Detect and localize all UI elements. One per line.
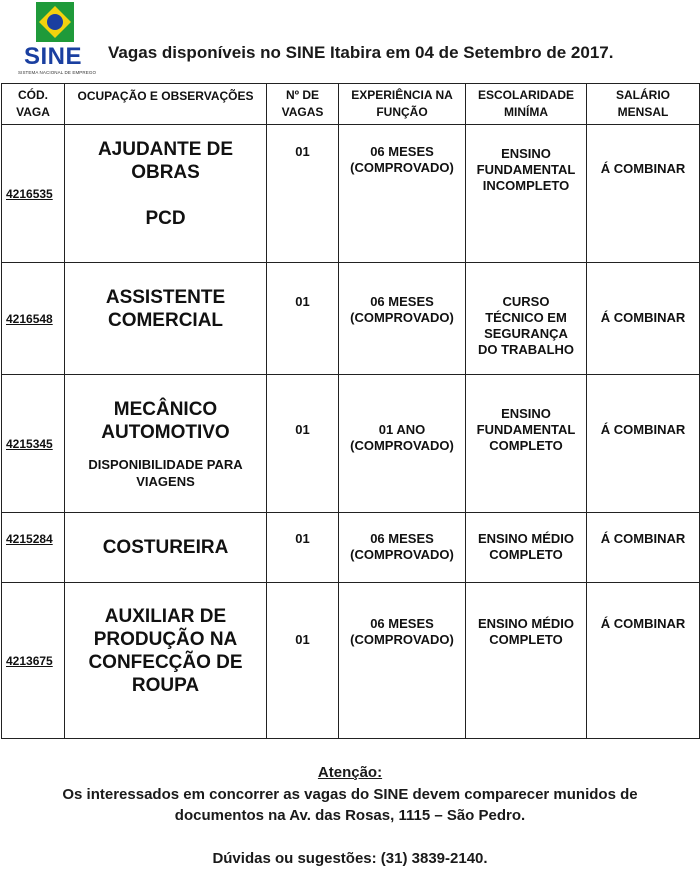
job-code-cell [2, 263, 65, 375]
experience-cell: 06 MESES (COMPROVADO) [339, 583, 466, 739]
header-vacancies: Nº DE VAGAS [267, 84, 339, 125]
logo-subtitle: SISTEMA NACIONAL DE EMPREGO [18, 70, 97, 75]
table-row [2, 375, 700, 513]
header-occupation: OCUPAÇÃO E OBSERVAÇÕES [65, 84, 267, 125]
vacancies-cell: 01 [267, 263, 339, 375]
contact-info: Dúvidas ou sugestões: (31) 3839-2140. [212, 850, 488, 867]
education-cell: ENSINO MÉDIO COMPLETO [466, 583, 587, 739]
vacancies-cell: 01 [267, 125, 339, 263]
experience-cell: 01 ANO (COMPROVADO) [339, 375, 466, 513]
header-code: CÓD. VAGA [2, 84, 65, 125]
header-salary: SALÁRIO MENSAL [587, 84, 700, 125]
occupation-title: COSTUREIRA [102, 537, 229, 558]
table-header-row [2, 84, 700, 125]
job-code-link[interactable]: 4216548 [6, 311, 53, 326]
occupation-cell [65, 375, 267, 513]
education-cell: ENSINO FUNDAMENTAL INCOMPLETO [466, 125, 587, 263]
occupation-cell [65, 263, 267, 375]
occupation-title: OBRAS [131, 162, 200, 183]
vacancies-table [1, 83, 700, 739]
vacancies-cell: 01 [267, 583, 339, 739]
job-code-link[interactable]: 4215345 [6, 436, 53, 451]
occupation-title: ROUPA [131, 675, 200, 696]
occupation-cell [65, 513, 267, 583]
attention-label: Atenção: [317, 764, 383, 781]
table-row [2, 125, 700, 263]
job-code-link[interactable]: 4215284 [6, 532, 53, 546]
job-code-cell [2, 513, 65, 583]
page-header [0, 0, 700, 82]
salary-cell: Á COMBINAR [587, 583, 700, 739]
occupation-cell [65, 583, 267, 739]
education-cell: ENSINO FUNDAMENTAL COMPLETO [466, 375, 587, 513]
job-code-link[interactable]: 4216535 [6, 186, 53, 201]
table-row [2, 583, 700, 739]
vacancies-cell: 01 [267, 513, 339, 583]
attention-text: Os interessados em concorrer as vagas do SINE devem comparecer munidos de documentos na Av. das Rosas, 1115 – São Pedro. [62, 786, 638, 824]
occupation-note: PCD [145, 208, 186, 229]
header-education: ESCOLARIDADE MINÍMA [466, 84, 587, 125]
job-code-cell [2, 125, 65, 263]
experience-cell: 06 MESES (COMPROVADO) [339, 513, 466, 583]
salary-cell: Á COMBINAR [587, 375, 700, 513]
experience-cell: 06 MESES (COMPROVADO) [339, 263, 466, 375]
experience-cell: 06 MESES (COMPROVADO) [339, 125, 466, 263]
occupation-cell [65, 125, 267, 263]
education-cell: ENSINO MÉDIO COMPLETO [466, 513, 587, 583]
salary-cell: Á COMBINAR [587, 513, 700, 583]
occupation-title: AUXILIAR DE [104, 606, 227, 627]
salary-cell: Á COMBINAR [587, 263, 700, 375]
occupation-title: MECÂNICO [113, 399, 218, 420]
occupation-title: CONFECÇÃO DE [88, 652, 243, 673]
occupation-observation: DISPONIBILIDADE PARA VIAGENS [88, 457, 243, 489]
occupation-title: COMERCIAL [107, 310, 224, 331]
footer-notice [0, 763, 700, 869]
vacancies-cell: 01 [267, 375, 339, 513]
job-code-link[interactable]: 4213675 [6, 653, 53, 668]
job-code-cell [2, 583, 65, 739]
job-code-cell [2, 375, 65, 513]
occupation-title: AJUDANTE DE [97, 139, 234, 160]
header-experience: EXPERIÊNCIA NA FUNÇÃO [339, 84, 466, 125]
education-cell: CURSO TÉCNICO EM SEGURANÇA DO TRABALHO [466, 263, 587, 375]
salary-cell: Á COMBINAR [587, 125, 700, 263]
page-title: Vagas disponíveis no SINE Itabira em 04 de Setembro de 2017. [108, 43, 614, 62]
occupation-title: PRODUÇÃO NA [93, 629, 238, 650]
table-row [2, 513, 700, 583]
occupation-title: ASSISTENTE [105, 287, 226, 308]
logo-wordmark: SINE [23, 43, 82, 70]
occupation-title: AUTOMOTIVO [101, 422, 230, 443]
table-row [2, 263, 700, 375]
